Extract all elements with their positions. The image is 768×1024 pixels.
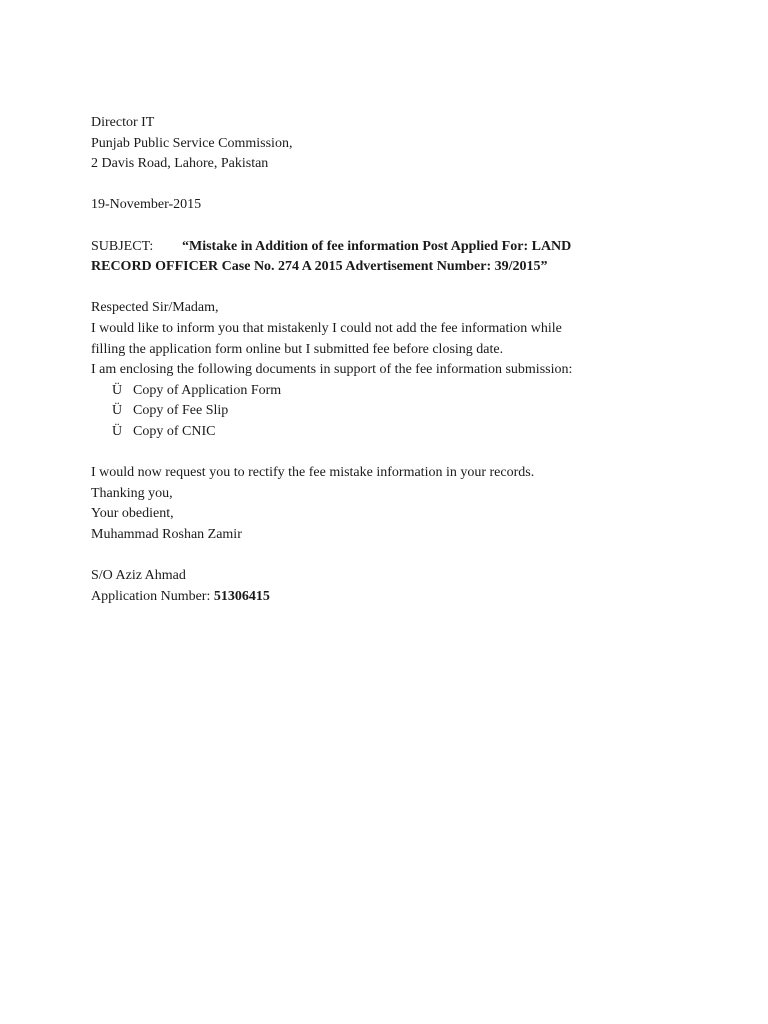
recipient-title: Director IT [91, 115, 155, 130]
list-item [91, 422, 651, 443]
application-number-value: 51306415 [213, 588, 270, 604]
list-item [91, 381, 651, 402]
bullet-icon: Ü [112, 382, 123, 398]
subject-label: SUBJECT: [91, 238, 154, 254]
subject-text-1: “Mistake in Addition of fee information Post Applied For: LAND [182, 238, 572, 254]
closing-line: Your obedient, [91, 506, 174, 522]
paragraph-line-1: I would like to inform you that mistakenly I could not add the fee information while [91, 320, 562, 336]
document-label: Copy of Application Form [133, 382, 282, 398]
recipient-address: 2 Davis Road, Lahore, Pakistan [91, 156, 269, 172]
application-number-label: Application Number: [91, 588, 211, 604]
document-list [91, 381, 651, 443]
paragraph-line-2: filling the application form online but I submitted fee before closing date. [91, 341, 504, 357]
signature-name: Muhammad Roshan Zamir [91, 526, 242, 542]
letter-body [91, 113, 651, 607]
bullet-icon: Ü [112, 403, 123, 419]
subject-text-2: RECORD OFFICER Case No. 274 A 2015 Advertisement Number: 39/2015” [91, 259, 548, 275]
thanks-line: Thanking you, [91, 485, 173, 501]
bullet-icon: Ü [112, 423, 123, 439]
enclosing-statement: I am enclosing the following documents in support of the fee information submission: [91, 362, 573, 378]
subject-line-1 [91, 237, 651, 258]
recipient-organization: Punjab Public Service Commission, [91, 135, 293, 151]
salutation: Respected Sir/Madam, [91, 300, 219, 316]
sender-parentage: S/O Aziz Ahmad [91, 568, 186, 584]
request-statement: I would now request you to rectify the fee mistake information in your records. [91, 465, 535, 481]
letter-date: 19-November-2015 [91, 197, 202, 213]
application-number-line [91, 587, 651, 608]
document-label: Copy of CNIC [133, 423, 216, 439]
document-label: Copy of Fee Slip [133, 403, 229, 419]
list-item [91, 401, 651, 422]
